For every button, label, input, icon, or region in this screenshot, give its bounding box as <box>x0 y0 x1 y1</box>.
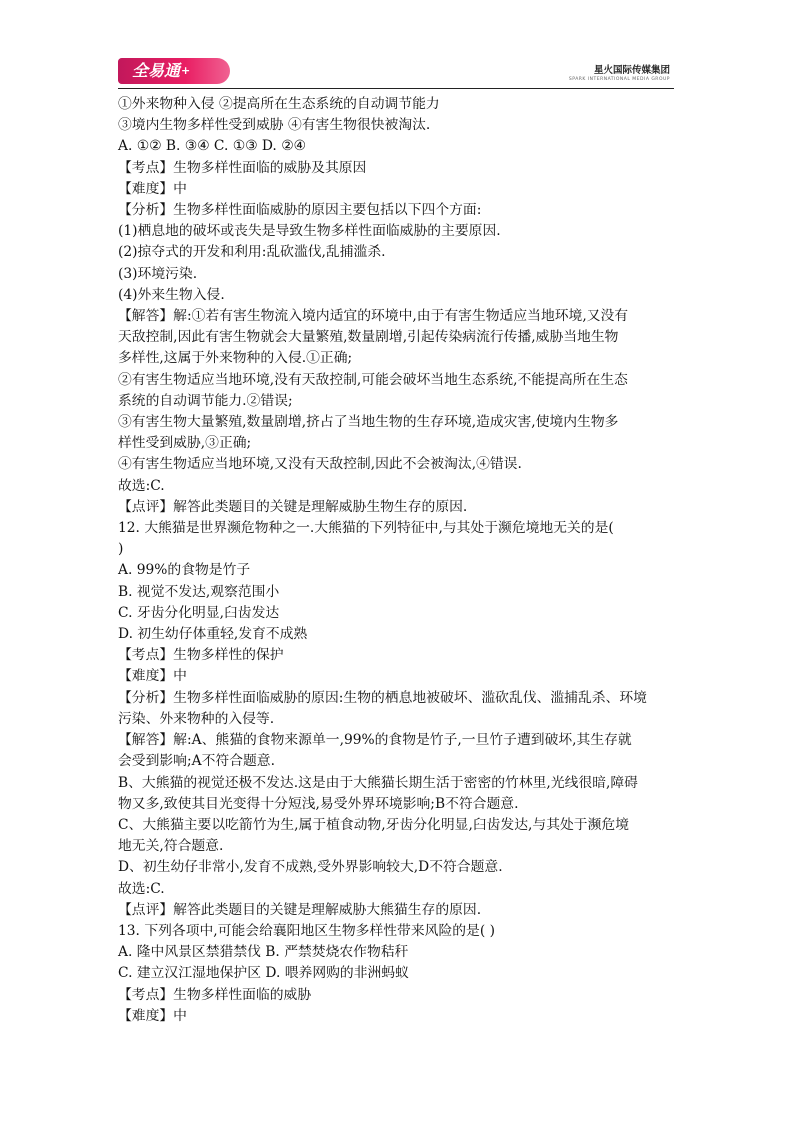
text-line: 天敌控制,因此有害生物就会大量繁殖,数量剧增,引起传染病流行传播,威胁当地生物 <box>118 329 619 346</box>
text-line: (4)外来生物入侵. <box>118 286 225 303</box>
text-line: D、初生幼仔非常小,发育不成熟,受外界影响较大,D不符合题意. <box>118 859 503 876</box>
publisher-brand <box>569 62 670 82</box>
text-line: 系统的自动调节能力.②错误; <box>118 392 293 409</box>
document-body <box>118 94 688 1027</box>
brand-name-en: SPARK INTERNATIONAL MEDIA GROUP <box>568 77 670 82</box>
text-line: 【分析】生物多样性面临威胁的原因:生物的栖息地被破坏、滥砍乱伐、滥捕乱杀、环境 <box>118 689 647 706</box>
text-line: 【难度】中 <box>118 1007 187 1024</box>
text-line: B. 视觉不发达,观察范围小 <box>118 583 280 600</box>
logo-text: 全易通 <box>132 61 181 80</box>
page-header <box>118 54 674 89</box>
text-line: 污染、外来物种的入侵等. <box>118 710 275 727</box>
text-line: D. 初生幼仔体重轻,发育不成熟 <box>118 626 308 643</box>
text-line: A. ①② B. ③④ C. ①③ D. ②④ <box>118 138 306 155</box>
text-line: (2)掠夺式的开发和利用:乱砍滥伐,乱捕滥杀. <box>118 244 386 261</box>
quanyitong-logo <box>118 58 230 84</box>
text-line: 地无关,符合题意. <box>118 838 224 855</box>
text-line: 【解答】解:A、熊猫的食物来源单一,99%的食物是竹子,一旦竹子遭到破坏,其生存就 <box>118 732 632 749</box>
text-line: 【考点】生物多样性的保护 <box>118 647 284 664</box>
text-line: C. 建立汉江湿地保护区 D. 喂养网购的非洲蚂蚁 <box>118 965 409 982</box>
text-line: B、大熊猫的视觉还极不发达.这是由于大熊猫长期生活于密密的竹林里,光线很暗,障碍 <box>118 774 638 791</box>
text-line: 12. 大熊猫是世界濒危物种之一.大熊猫的下列特征中,与其处于濒危境地无关的是( <box>118 520 614 537</box>
text-line: C. 牙齿分化明显,臼齿发达 <box>118 604 280 621</box>
text-line: 会受到影响;A不符合题意. <box>118 753 275 770</box>
text-line: 【点评】解答此类题目的关键是理解威胁生物生存的原因. <box>118 498 468 515</box>
text-line: 多样性,这属于外来物种的入侵.①正确; <box>118 350 353 367</box>
text-line: 故选:C. <box>118 880 165 897</box>
text-line: 物又多,致使其目光变得十分短浅,易受外界环境影响;B不符合题意. <box>118 795 519 812</box>
text-line: (3)环境污染. <box>118 265 198 282</box>
text-line: A. 99%的食物是竹子 <box>118 562 251 579</box>
text-line: ①外来物种入侵 ②提高所在生态系统的自动调节能力 <box>118 96 440 112</box>
text-line: 【考点】生物多样性面临的威胁及其原因 <box>118 159 367 176</box>
text-line: ) <box>118 541 124 558</box>
text-line: 样性受到威胁,③正确; <box>118 435 252 452</box>
text-line: 【难度】中 <box>118 668 187 685</box>
text-line: C、大熊猫主要以吃箭竹为生,属于植食动物,牙齿分化明显,臼齿发达,与其处于濒危境 <box>118 816 629 833</box>
text-line: ③境内生物多样性受到威胁 ④有害生物很快被淘汰. <box>118 117 431 134</box>
text-line: 【难度】中 <box>118 180 187 197</box>
brand-name-cn: 星火国际传媒集团 <box>593 65 670 76</box>
text-line: (1)栖息地的破坏或丧失是导致生物多样性面临威胁的主要原因. <box>118 223 501 240</box>
text-line: ④有害生物适应当地环境,又没有天敌控制,因此不会被淘汰,④错误. <box>118 456 522 473</box>
text-line: 【分析】生物多样性面临威胁的原因主要包括以下四个方面: <box>118 202 482 219</box>
logo-plus: + <box>181 64 191 77</box>
text-line: 【考点】生物多样性面临的威胁 <box>118 986 312 1003</box>
text-line: 13. 下列各项中,可能会给襄阳地区生物多样性带来风险的是( ) <box>118 922 495 939</box>
text-line: ③有害生物大量繁殖,数量剧增,挤占了当地生物的生存环境,造成灾害,使境内生物多 <box>118 414 619 431</box>
text-line: 【解答】解:①若有害生物流入境内适宜的环境中,由于有害生物适应当地环境,又没有 <box>118 308 629 325</box>
text-line: 故选:C. <box>118 477 165 494</box>
text-line: ②有害生物适应当地环境,没有天敌控制,可能会破坏当地生态系统,不能提高所在生态 <box>118 371 628 388</box>
text-line: 【点评】解答此类题目的关键是理解威胁大熊猫生存的原因. <box>118 901 482 918</box>
text-line: A. 隆中风景区禁猎禁伐 B. 严禁焚烧农作物秸秆 <box>118 944 409 961</box>
